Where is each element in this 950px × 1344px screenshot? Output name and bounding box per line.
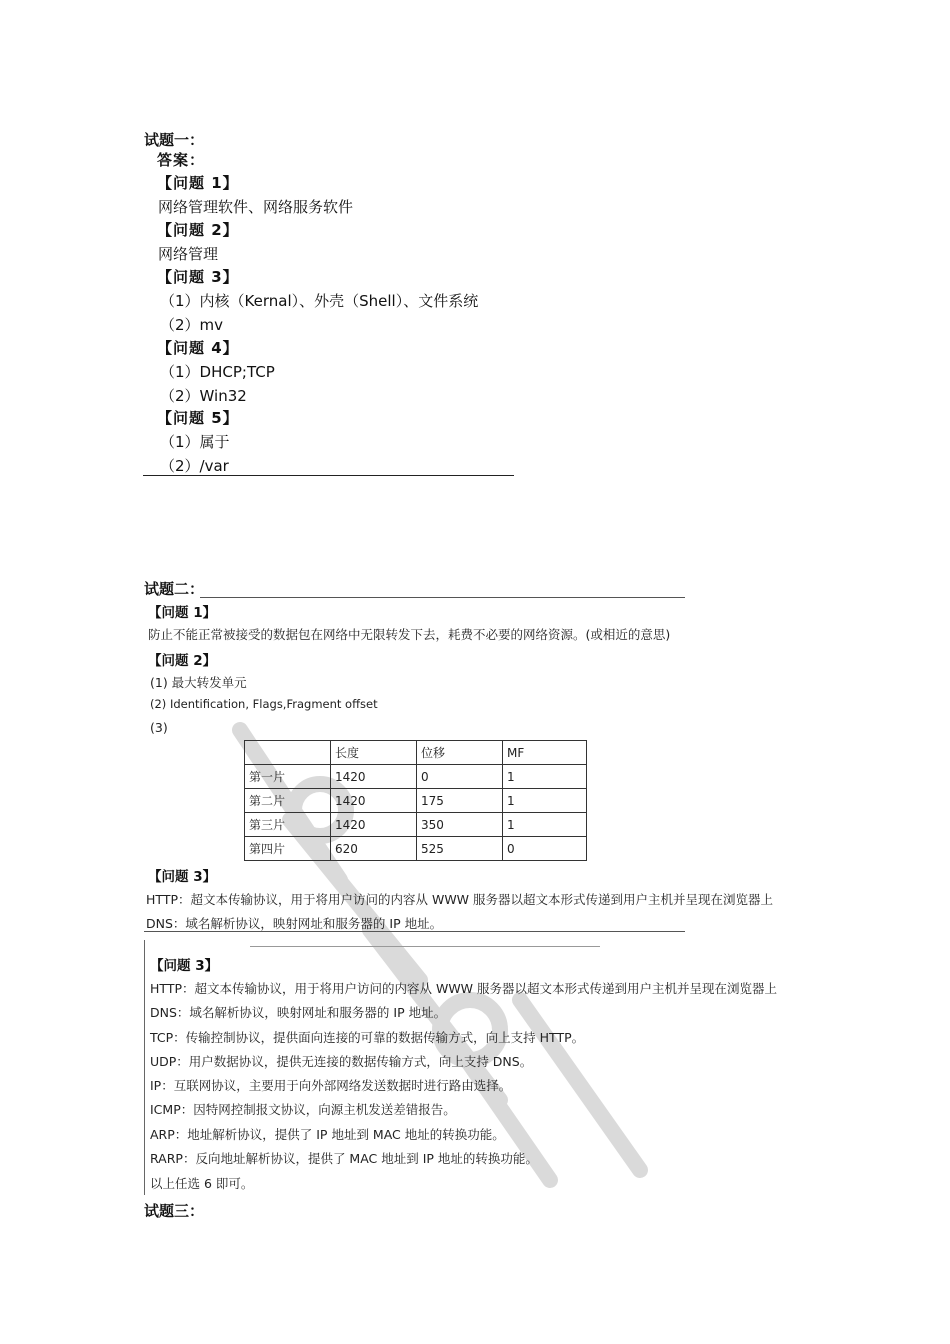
table-row	[245, 837, 587, 861]
table-header-cell: MF	[503, 741, 587, 765]
question-4-label: 【问题 4】	[157, 339, 239, 357]
table-header-cell: 长度	[331, 741, 417, 765]
fragment-left-border	[144, 940, 145, 1195]
s2b-line: DNS：域名解析协议，映射网址和服务器的 IP 地址。	[150, 1005, 447, 1020]
question-2-label: 【问题 2】	[157, 221, 239, 239]
s2b-line: TCP：传输控制协议，提供面向连接的可靠的数据传输方式，向上支持 HTTP。	[150, 1030, 585, 1045]
table-cell: 第一片	[245, 765, 331, 789]
question-3-answer-1: （1）内核（Kernal）、外壳（Shell）、文件系统	[160, 292, 479, 310]
answer-label: 答案：	[157, 151, 206, 169]
table-header-cell: 位移	[417, 741, 503, 765]
s2-question-2-answer-1: (1) 最大转发单元	[150, 675, 247, 690]
s2b-line: HTTP：超文本传输协议，用于将用户访问的内容从 WWW 服务器以超文本形式传递到用户主机并呈现在浏览器上	[150, 981, 778, 996]
s2b-line: IP：互联网协议，主要用于向外部网络发送数据时进行路由选择。	[150, 1078, 512, 1093]
table-row	[245, 789, 587, 813]
table-cell: 1	[503, 813, 587, 837]
fragment-top-rule	[250, 946, 600, 947]
question-4-answer-1: （1）DHCP;TCP	[160, 363, 275, 381]
s2-question-2-label: 【问题 2】	[148, 653, 217, 669]
question-3-label: 【问题 3】	[157, 268, 239, 286]
table-row	[245, 813, 587, 837]
s2b-line: ICMP：因特网控制报文协议，向源主机发送差错报告。	[150, 1102, 456, 1117]
s2-question-2-answer-2: (2) Identification, Flags,Fragment offset	[150, 697, 378, 711]
section1-divider	[143, 475, 514, 476]
section3-title: 试题三：	[144, 1202, 205, 1220]
table-cell: 620	[331, 837, 417, 861]
table-cell: 0	[417, 765, 503, 789]
table-cell: 第四片	[245, 837, 331, 861]
s2-question-1-label: 【问题 1】	[148, 605, 217, 621]
s2b-line: UDP：用户数据协议，提供无连接的数据传输方式，向上支持 DNS。	[150, 1054, 533, 1069]
question-1-label: 【问题 1】	[157, 174, 239, 192]
section2-title: 试题二：	[144, 580, 205, 598]
section1-title: 试题一：	[144, 131, 205, 149]
question-2-answer: 网络管理	[158, 245, 219, 263]
s2-question-1-answer: 防止不能正常被接受的数据包在网络中无限转发下去，耗费不必要的网络资源。(或相近的意思)	[148, 627, 671, 642]
table-cell: 175	[417, 789, 503, 813]
question-5-answer-1: （1）属于	[160, 433, 230, 451]
table-header-row	[245, 741, 587, 765]
s2-question-3-label: 【问题 3】	[148, 869, 217, 885]
table-cell: 1	[503, 789, 587, 813]
table-cell: 1420	[331, 813, 417, 837]
table-cell: 350	[417, 813, 503, 837]
s2b-line: 以上任选 6 即可。	[150, 1176, 254, 1191]
fragment-table	[244, 740, 587, 861]
table-cell: 第二片	[245, 789, 331, 813]
table-row	[245, 765, 587, 789]
table-cell: 1420	[331, 789, 417, 813]
question-1-answer: 网络管理软件、网络服务软件	[158, 198, 354, 216]
section2-bottom-rule	[144, 931, 685, 932]
table-header-cell	[245, 741, 331, 765]
table-cell: 1420	[331, 765, 417, 789]
section2-top-rule	[200, 597, 685, 598]
question-4-answer-2: （2）Win32	[160, 387, 247, 405]
s2b-question-3-label: 【问题 3】	[150, 958, 219, 974]
s2-question-3-answer-2: DNS：域名解析协议，映射网址和服务器的 IP 地址。	[146, 916, 443, 931]
s2-question-3-answer-1: HTTP：超文本传输协议，用于将用户访问的内容从 WWW 服务器以超文本形式传递到用户主机并呈现在浏览器上	[146, 892, 774, 907]
s2b-line: RARP：反向地址解析协议，提供了 MAC 地址到 IP 地址的转换功能。	[150, 1151, 538, 1166]
table-cell: 第三片	[245, 813, 331, 837]
table-cell: 0	[503, 837, 587, 861]
table-cell: 1	[503, 765, 587, 789]
question-5-answer-2: （2）/var	[160, 457, 229, 475]
question-5-label: 【问题 5】	[157, 409, 239, 427]
question-3-answer-2: （2）mv	[160, 316, 224, 334]
table-cell: 525	[417, 837, 503, 861]
s2-question-2-answer-3: (3)	[150, 720, 168, 735]
s2b-line: ARP：地址解析协议，提供了 IP 地址到 MAC 地址的转换功能。	[150, 1127, 505, 1142]
